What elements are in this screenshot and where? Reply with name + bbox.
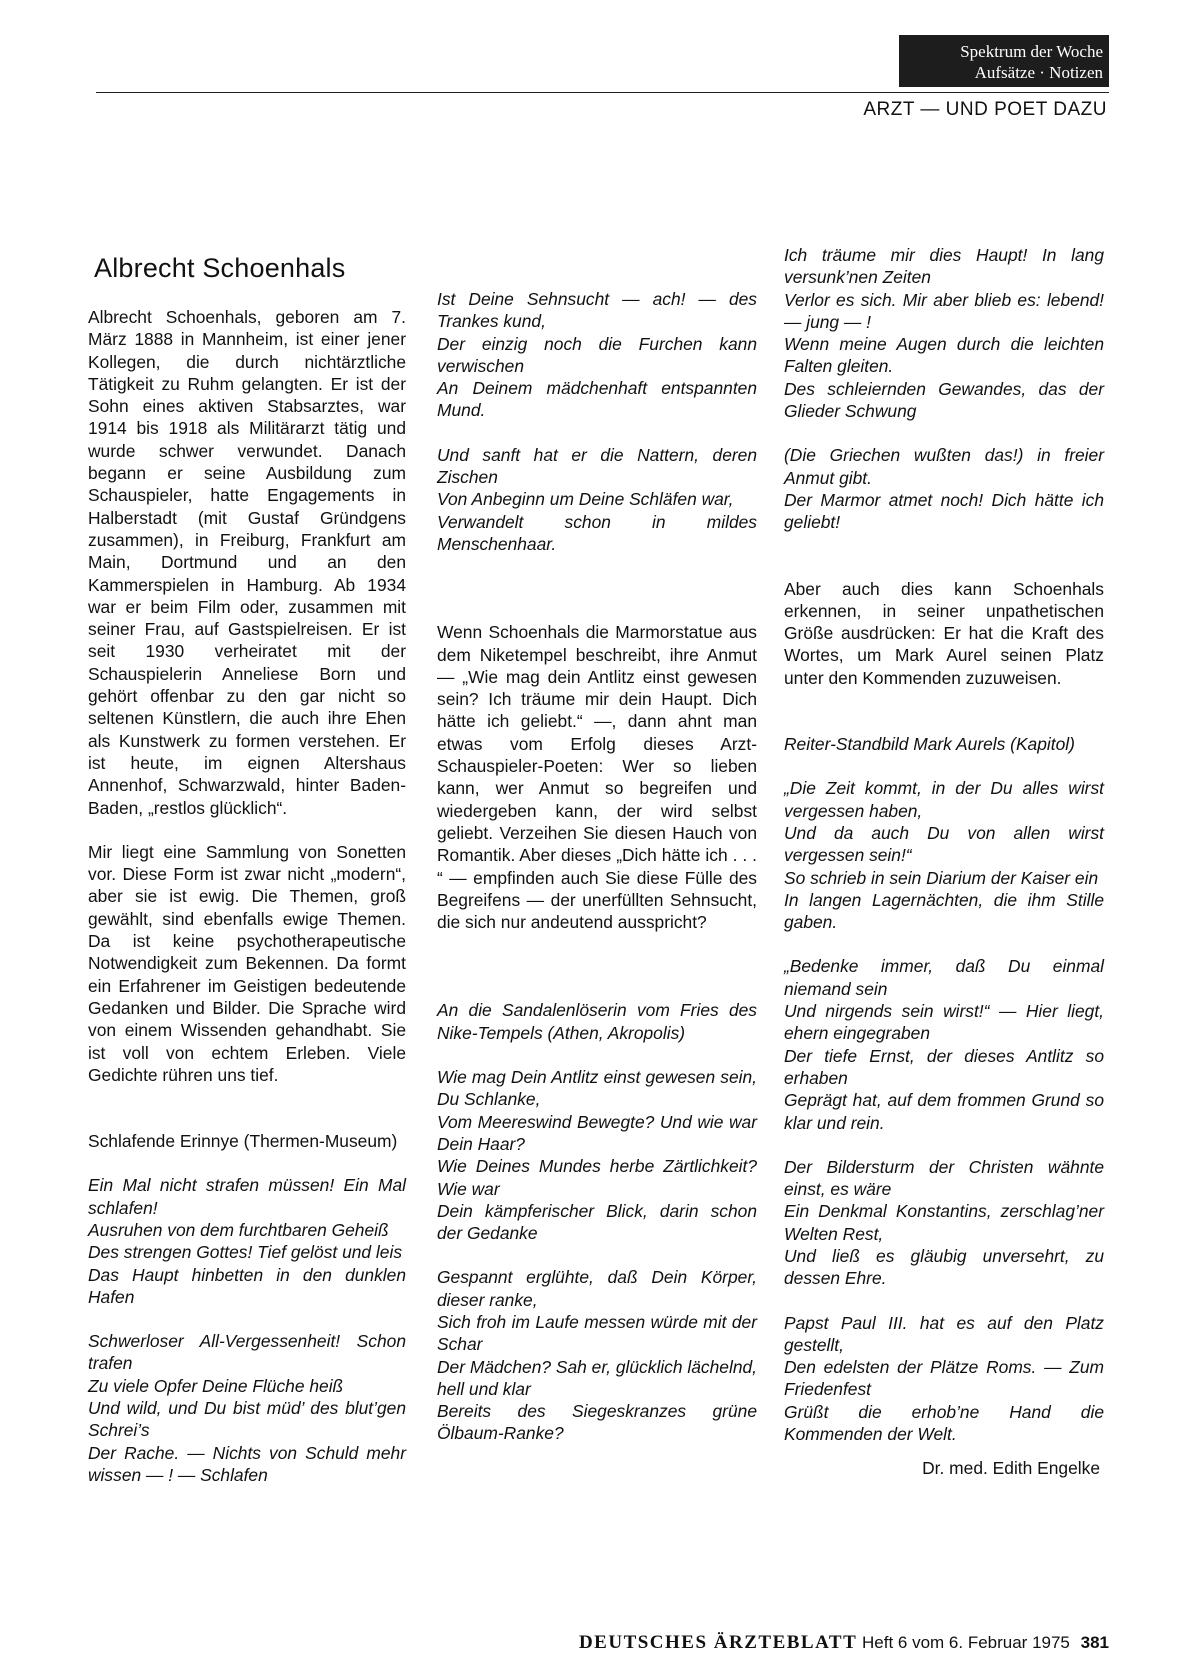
author-signature: Dr. med. Edith Engelke (922, 1458, 1100, 1479)
badge-line-2: Aufsätze · Notizen (974, 63, 1103, 82)
section-label: ARZT — UND POET DAZU (863, 99, 1107, 120)
poem-1-stanza-2: Schwerloser All-Vergessenheit! Schon trafen Zu viele Opfer Deine Flüche heiß Und wild, und Du bist müd’ des blut’gen Schrei’s Der Rache. — Nichts von Schuld mehr wissen — ! — Schlafen (88, 1331, 406, 1485)
intro-paragraph-1: Albrecht Schoenhals, geboren am 7. März 1888 in Mannheim, ist einer jener Kollegen, die durch nichtärztliche Tätigkeit zu Ruhm gelangten. Er ist der Sohn eines aktiven Stabsarztes, war 1914 bis 1918 als Militärarzt tätig und wurde schwer verwundet. Danach begann er seine Ausbildung zum Schauspieler, hatte Engagements in Halberstadt (mit Gustaf Gründgens zusammen), in Freiburg, Frankfurt am Main, Dortmund und an den Kammerspielen in Hamburg. Ab 1934 war er beim Film oder, zusammen mit seiner Frau, auf Gastspielreisen. Er ist seit 1930 verheiratet mit der Schauspielerin Anneliese Born und gehört offenbar zu den gar nicht so seltenen Künstlern, die auch ihre Ehen als Kunstwerk zu formen verstehen. Er ist heute, im eignen Altershaus Annenhof, Schwarzwald, hinter Baden-Baden, „restlos glücklich“. (88, 307, 406, 818)
column-1 (88, 244, 406, 1486)
closing-paragraph: Aber auch dies kann Schoenhals erkennen, in seiner unpathetischen Größe ausdrücken: Er hat die Kraft des Wortes, um Mark Aurel seinen Platz unter den Kommenden zuzuweisen. (784, 578, 1104, 688)
poem-2-stanza-3: Ich träume mir dies Haupt! In lang versunk’nen Zeiten Verlor es sich. Mir aber blieb es: lebend! — jung — ! Wenn meine Augen durch die leichten Falten gleiten. Des schleiernden Gewandes, das der Glieder Schwung (784, 245, 1104, 422)
poem-3-stanza-1: „Die Zeit kommt, in der Du alles wirst vergessen haben, Und da auch Du von allen wirst vergessen sein!“ So schrieb in sein Diarium der Kaiser ein In langen Lagernächten, die ihm Stille gaben. (784, 778, 1104, 933)
issue-info: Heft 6 vom 6. Februar 1975 (862, 1633, 1070, 1652)
poem-1-title: Schlafende Erinnye (Thermen-Museum) (88, 1131, 398, 1152)
section-badge (899, 35, 1109, 87)
poem-1-stanza-3: Ist Deine Sehnsucht — ach! — des Trankes kund, Der einzig noch die Furchen kann verwischen An Deinem mädchenhaft entspannten Mund. (437, 289, 757, 421)
poem-2-stanza-4: (Die Griechen wußten das!) in freier Anmut gibt. Der Marmor atmet noch! Dich hätte ich geliebt! (784, 445, 1104, 533)
badge-line-1: Spektrum der Woche (960, 42, 1103, 61)
page-footer (579, 1632, 1109, 1654)
poem-2-title: An die Sandalenlöserin vom Fries des Nike-Tempels (Athen, Akropolis) (437, 1000, 757, 1043)
poem-3-stanza-4: Papst Paul III. hat es auf den Platz gestellt, Den edelsten der Plätze Roms. — Zum Friedenfest Grüßt die erhob’ne Hand die Kommenden der Welt. (784, 1312, 1104, 1445)
middle-paragraph: Wenn Schoenhals die Marmorstatue aus dem Niketempel beschreibt, ihre Anmut — „Wie mag dein Antlitz einst gewesen sein? Ich träume mir dein Haupt. Dich hätte ich geliebt.“ —, dann ahnt man etwas vom Erfolg dieses Arzt-Schauspieler-Poeten: Wer so lieben kann, wer Anmut so begreifen und wiedergeben kann, der wird selbst geliebt. Verzeihen Sie diesen Hauch von Romantik. Aber dieses „Dich hätte ich . . . “ — empfinden auch Sie diese Fülle des Begreifens — der unerfüllten Sehnsucht, die sich nur andeutend ausspricht? (437, 622, 757, 933)
poem-3-title: Reiter-Standbild Mark Aurels (Kapitol) (784, 734, 1075, 755)
masthead: DEUTSCHES ÄRZTEBLATT (578, 1632, 858, 1653)
poem-2-stanza-1: Wie mag Dein Antlitz einst gewesen sein, Du Schlanke, Vom Meereswind Bewegte? Und wie war Dein Haar? Wie Deines Mundes herbe Zärtlichkeit? Wie war Dein kämpferischer Blick, darin schon der Gedanke (437, 1067, 757, 1244)
column-3 (784, 244, 1104, 1480)
page-number: 381 (1080, 1633, 1109, 1652)
poem-3-stanza-3: Der Bildersturm der Christen wähnte einst, es wäre Ein Denkmal Konstantins, zerschlag’ner Welten Rest, Und ließ es gläubig unversehrt, zu dessen Ehre. (784, 1156, 1104, 1289)
poem-3-stanza-2: „Bedenke immer, daß Du einmal niemand sein Und nirgends sein wirst!“ — Hier liegt, ehern eingegraben Der tiefe Ernst, der dieses Antlitz so erhaben Geprägt hat, auf dem frommen Grund so klar und rein. (784, 956, 1104, 1133)
poem-1-stanza-4: Und sanft hat er die Nattern, deren Zischen Von Anbeginn um Deine Schläfen war, Verwandelt schon in mildes Menschenhaar. (437, 444, 757, 554)
article-title: Albrecht Schoenhals (94, 253, 346, 283)
poem-1-stanza-1: Ein Mal nicht strafen müssen! Ein Mal schlafen! Ausruhen von dem furchtbaren Geheiß Des strengen Gottes! Tief gelöst und leis Das Haupt hinbetten in den dunklen Hafen (88, 1175, 406, 1307)
intro-paragraph-2: Mir liegt eine Sammlung von Sonetten vor. Diese Form ist zwar nicht „modern“, aber sie ist ewig. Die Themen, groß gewählt, sind ebenfalls ewige Themen. Da ist keine psychotherapeutische Notwendigkeit zum Bekennen. Da formt ein Erfahrener im Geistigen bedeutende Gedanken und Bilder. Die Sprache wird von einem Wissenden gehandhabt. Sie ist voll von echtem Erleben. Viele Gedichte rühren uns tief. (88, 841, 406, 1085)
column-2 (437, 244, 757, 1445)
header-rule (96, 92, 1109, 93)
poem-2-stanza-2: Gespannt erglühte, daß Dein Körper, dieser ranke, Sich froh im Laufe messen würde mit der Schar Der Mädchen? Sah er, glücklich lächelnd, hell und klar Bereits des Siegeskranzes grüne Ölbaum-Ranke? (437, 1267, 757, 1444)
